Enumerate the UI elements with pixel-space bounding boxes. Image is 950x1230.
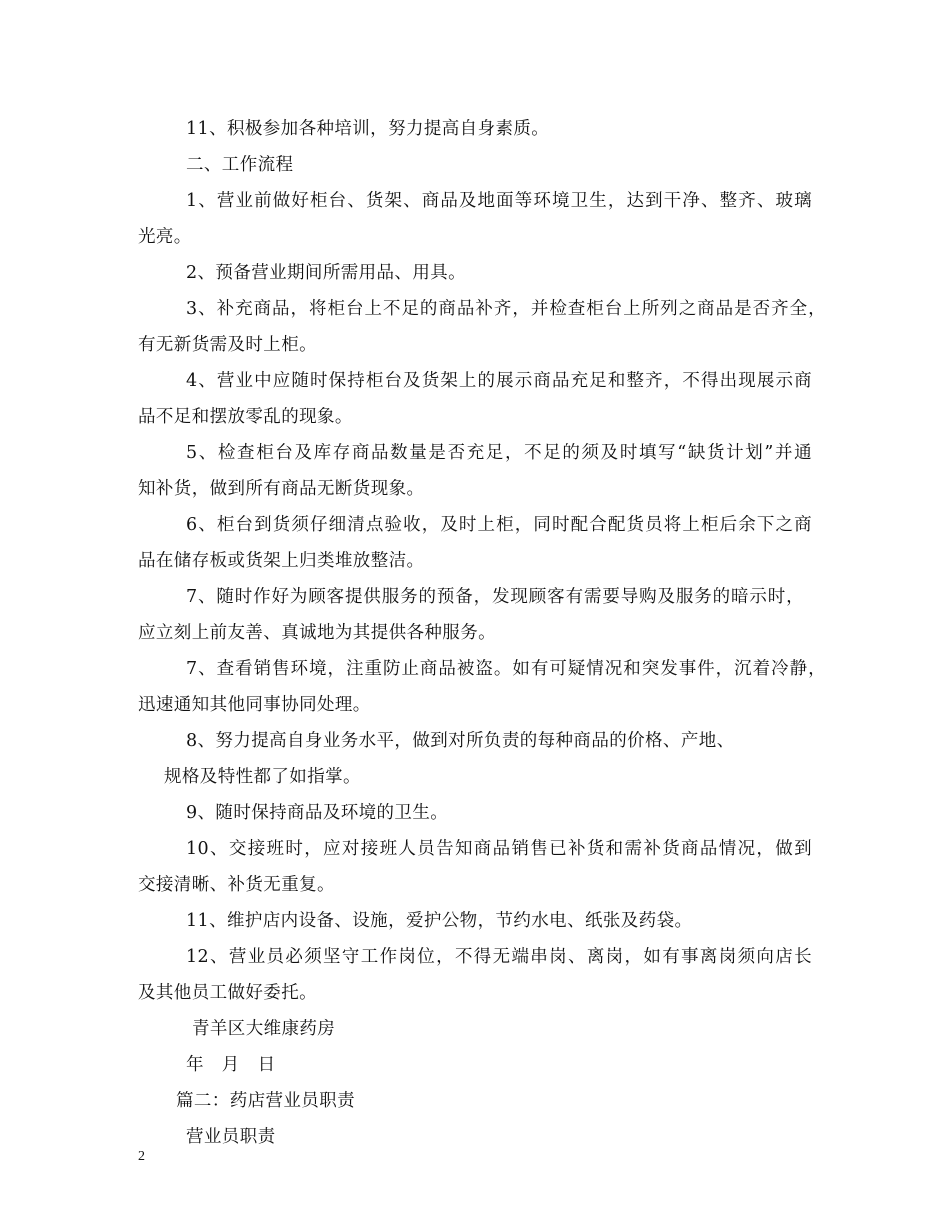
text-line: 应立刻上前友善、真诚地为其提供各种服务。 [138,623,496,643]
section-heading: 营业员职责 [186,1127,276,1147]
text-line: 7、随时作好为顾客提供服务的预备，发现顾客有需要导购及服务的暗示时， [186,587,804,607]
text-line: 及其他员工做好委托。 [138,983,317,1003]
text-line: 品不足和摆放零乱的现象。 [138,407,353,427]
text-line: 8、努力提高自身业务水平，做到对所负责的每种商品的价格、产地、 [186,731,735,751]
text-line: 11、维护店内设备、设施，爱护公物，节约水电、纸张及药袋。 [186,911,693,931]
page-number: 2 [138,1149,145,1164]
signature-date: 年 月 日 [186,1055,276,1075]
text-line: 光亮。 [138,227,192,247]
text-line: 品在储存板或货架上归类堆放整洁。 [138,551,425,571]
text-line: 4、营业中应随时保持柜台及货架上的展示商品充足和整齐，不得出现展示商 [186,371,812,391]
text-line: 7、查看销售环境，注重防止商品被盗。如有可疑情况和突发事件，沉着冷静， [186,659,826,679]
text-line: 10、交接班时，应对接班人员告知商品销售已补货和需补货商品情况，做到 [186,839,812,859]
text-line: 规格及特性都了如指掌。 [164,767,361,787]
signature-organization: 青羊区大维康药房 [192,1019,336,1039]
text-line: 11、积极参加各种培训，努力提高自身素质。 [186,119,550,139]
text-line: 2、预备营业期间所需用品、用具。 [186,263,467,283]
text-line: 3、补充商品，将柜台上不足的商品补齐，并检查柜台上所列之商品是否齐全， [186,299,826,319]
text-line: 1、营业前做好柜台、货架、商品及地面等环境卫生，达到干净、整齐、玻璃 [186,191,812,211]
text-line: 有无新货需及时上柜。 [138,335,317,355]
text-line: 12、营业员必须坚守工作岗位，不得无端串岗、离岗，如有事离岗须向店长 [186,947,812,967]
text-line: 6、柜台到货须仔细清点验收，及时上柜，同时配合配货员将上柜后余下之商 [186,515,812,535]
section-heading: 二、工作流程 [186,155,294,175]
text-line: 迅速通知其他同事协同处理。 [138,695,371,715]
text-line: 5、检查柜台及库存商品数量是否充足，不足的须及时填写“缺货计划”并通 [186,443,812,463]
text-line: 交接清晰、补货无重复。 [138,875,335,895]
chapter-heading: 篇二：药店营业员职责 [176,1091,355,1111]
text-line: 知补货，做到所有商品无断货现象。 [138,479,425,499]
text-line: 9、随时保持商品及环境的卫生。 [186,803,449,823]
